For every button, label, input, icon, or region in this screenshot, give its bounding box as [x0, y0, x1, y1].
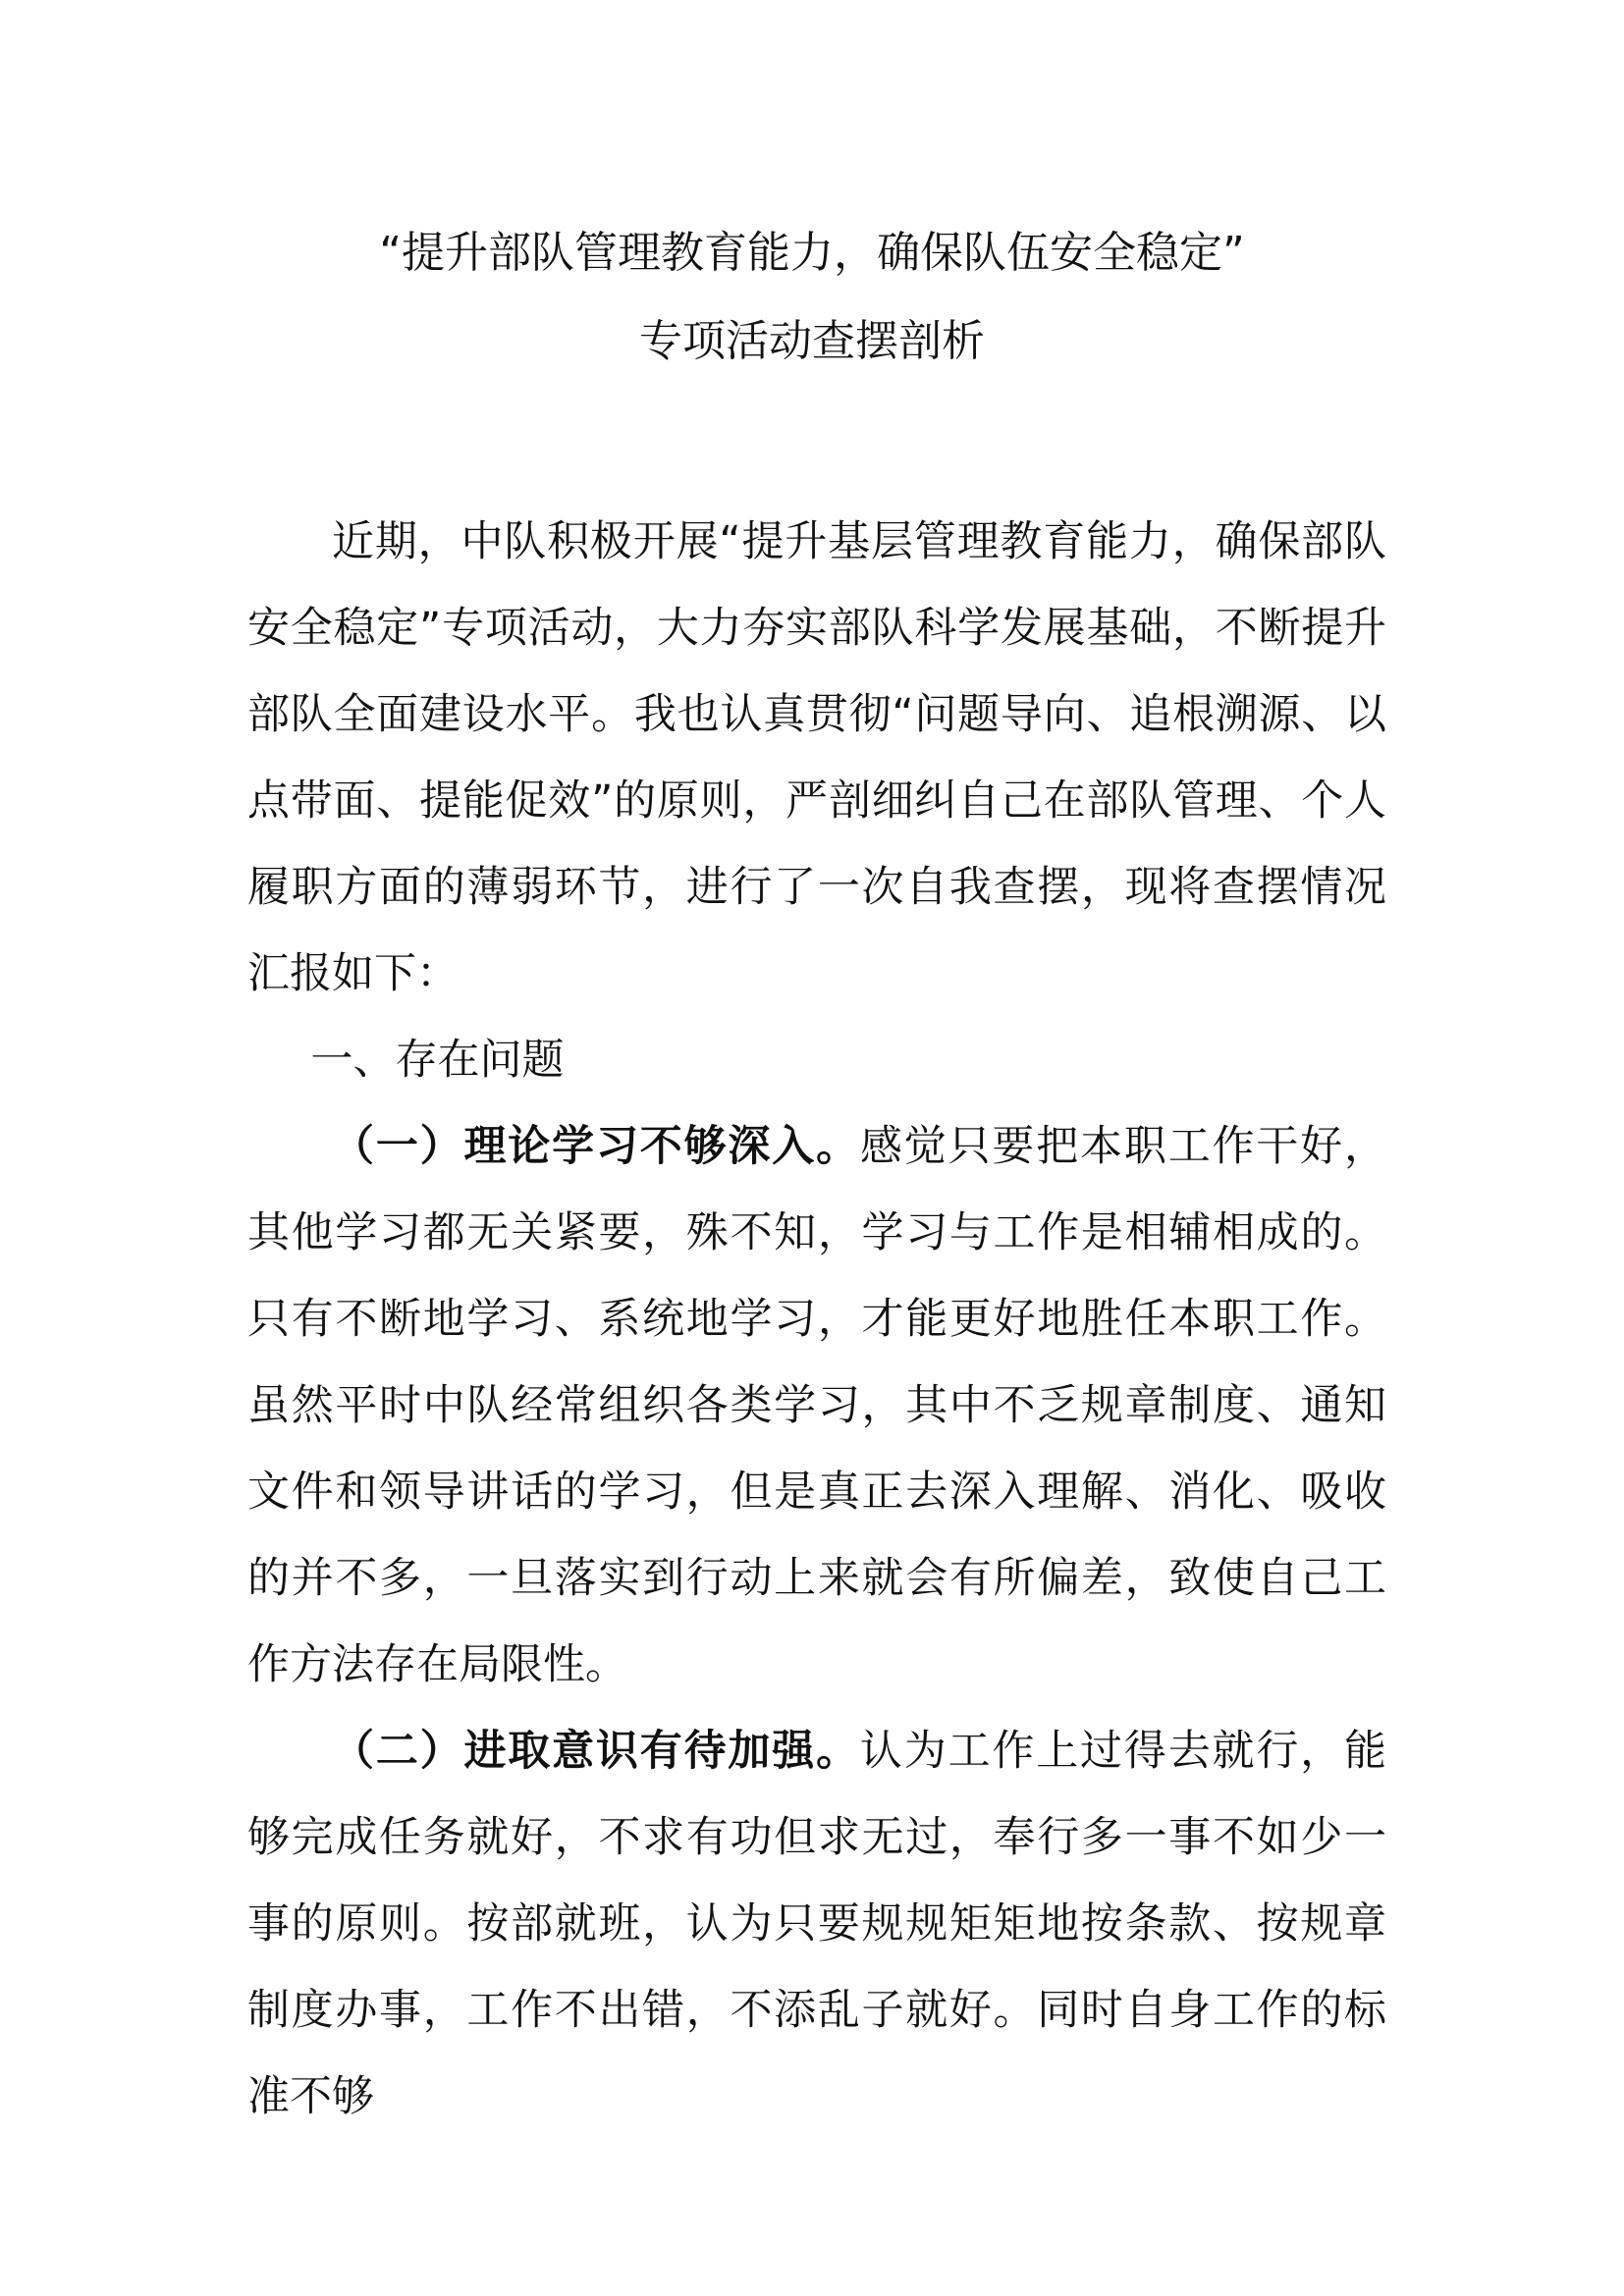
section-heading-problems: 一、存在问题 [310, 1036, 565, 1085]
problem-item-2-title: （二）进取意识有待加强。 [332, 1727, 860, 1776]
problem-item-1 [247, 1103, 1386, 1708]
problem-item-2 [247, 1708, 1386, 2140]
problem-item-2-text: 认为工作上过得去就行，能够完成任务就好，不求有功但求无过，奉行多一事不如少一事的原则。按部就班，认为只要规规矩矩地按条款、按规章制度办事，工作不出错，不添乱子就好。同时自身工作的标准不够 [247, 1727, 1387, 2121]
document-title-line-1: “提升部队管理教育能力，确保队伍安全稳定” [379, 228, 1245, 278]
document-body [247, 499, 1386, 2140]
document-title-line-2: 专项活动查摆剖析 [639, 316, 985, 366]
intro-paragraph: 近期，中队积极开展“提升基层管理教育能力，确保部队安全稳定”专项活动，大力夯实部队科学发展基础，不断提升部队全面建设水平。我也认真贯彻“问题导向、追根溯源、以点带面、提能促效”的原则，严剖细纠自己在部队管理、个人履职方面的薄弱环节，进行了一次自我查摆，现将查摆情况汇报如下： [247, 517, 1386, 998]
problem-item-1-text: 感觉只要把本职工作干好，其他学习都无关紧要，殊不知，学习与工作是相辅相成的。只有不断地学习、系统地学习，才能更好地胜任本职工作。虽然平时中队经常组织各类学习，其中不乏规章制度、通知文件和领导讲话的学习，但是真正去深入理解、消化、吸收的并不多，一旦落实到行动上来就会有所偏差，致使自己工作方法存在局限性。 [247, 1122, 1387, 1689]
problem-item-1-title: （一）理论学习不够深入。 [332, 1122, 860, 1171]
